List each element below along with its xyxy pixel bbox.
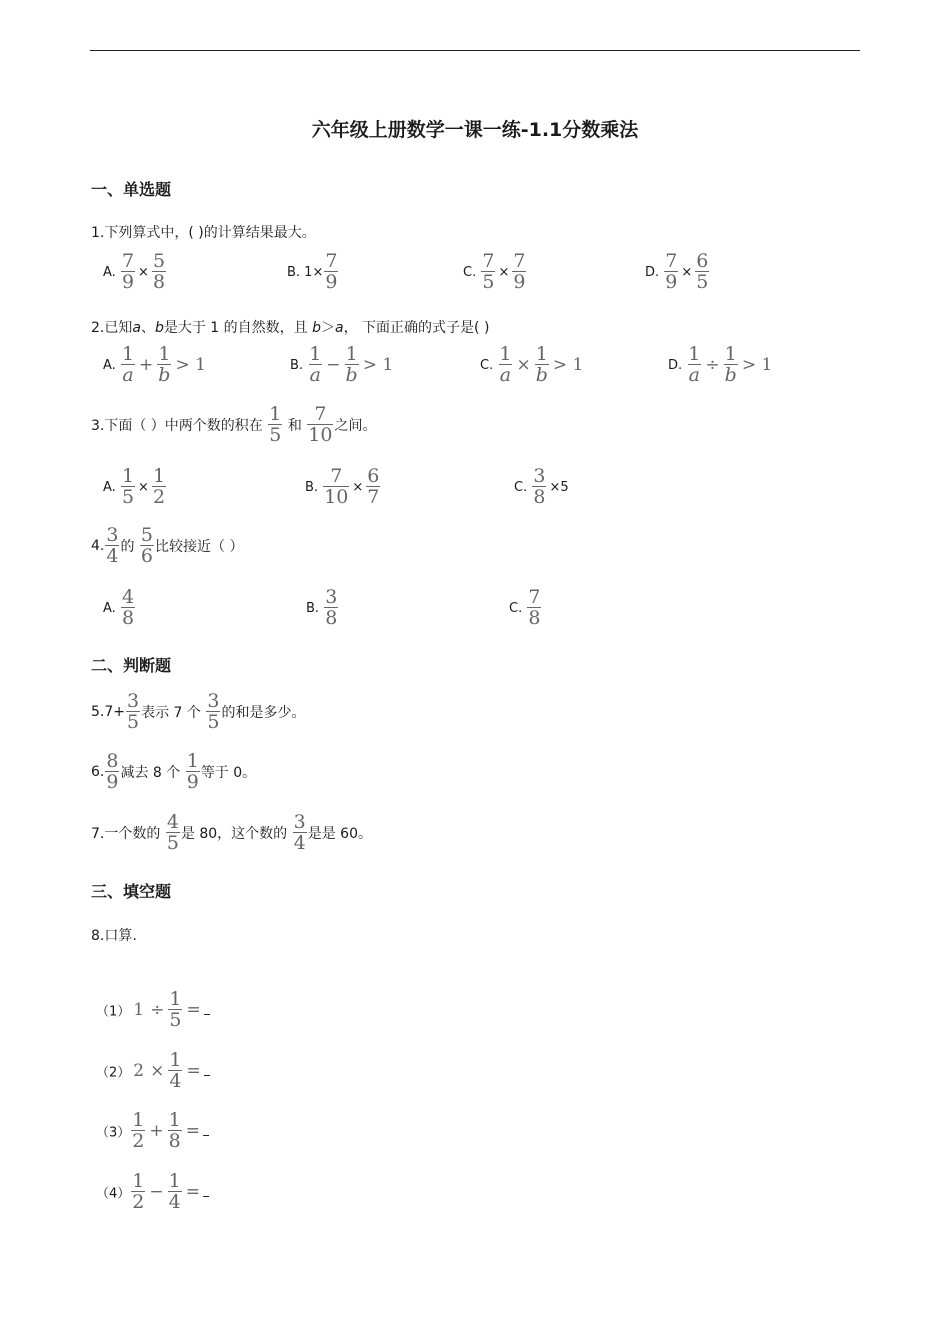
text-run: 减去 8 个 [120, 765, 181, 781]
fraction-numerator: 5 [140, 524, 153, 546]
math-operator: = [186, 1000, 201, 1020]
fraction-denominator: 5 [166, 832, 179, 854]
fraction [687, 345, 701, 385]
fraction-denominator: a [688, 364, 700, 386]
fraction-numerator: 1 [499, 343, 512, 365]
fraction-denominator: 2 [152, 486, 166, 508]
fraction-denominator: 8 [168, 1130, 181, 1152]
fraction-numerator: 8 [106, 750, 119, 772]
fraction [268, 405, 282, 445]
fraction-numerator: 3 [207, 690, 220, 712]
fraction-numerator: 7 [325, 250, 338, 272]
fraction-numerator: 1 [158, 343, 171, 365]
fraction-denominator: 9 [665, 271, 678, 293]
fraction-denominator: 4 [293, 832, 306, 854]
math-operator: > 1 [552, 355, 584, 375]
text-run: （3） [96, 1125, 131, 1141]
fraction [186, 752, 200, 792]
text-run: （2） [96, 1065, 131, 1081]
fraction-denominator: 9 [121, 271, 135, 293]
fraction-denominator: b [345, 364, 358, 386]
fraction-numerator: 1 [132, 1170, 145, 1192]
fraction [152, 252, 166, 292]
math-operator: − [326, 355, 341, 375]
fraction [140, 526, 154, 566]
text-run: 4. [91, 538, 105, 554]
fraction-denominator: 10 [324, 486, 349, 508]
section-heading-single-choice: 一、单选题 [91, 180, 172, 199]
fraction [157, 345, 171, 385]
fraction-numerator: 1 [168, 1170, 181, 1192]
fraction-denominator: 2 [132, 1191, 145, 1213]
fraction-numerator: 7 [665, 250, 678, 272]
fraction [481, 252, 495, 292]
math-operator: × [681, 264, 693, 280]
question-1-stem: 1.下列算式中，( )的计算结果最大。 [91, 225, 316, 241]
fraction-denominator: b [535, 364, 548, 386]
question-1-option-a[interactable] [103, 252, 167, 292]
section-heading-true-false: 二、判断题 [91, 656, 172, 675]
fraction-denominator: 9 [186, 771, 199, 793]
text-run: 3.下面（ ）中两个数的积在 [91, 418, 263, 434]
text-run: 是是 60。 [307, 826, 372, 842]
question-2-stem: 2.已知a、b是大于 1 的自然数，且 b＞a， 下面正确的式子是( ) [91, 320, 490, 336]
fraction [206, 692, 220, 732]
fraction-numerator: 1 [169, 1049, 182, 1071]
math-operator: > 1 [175, 355, 206, 375]
answer-blank[interactable] [203, 1188, 209, 1197]
fraction-numerator: 6 [696, 250, 709, 272]
question-3-option-a[interactable] [103, 467, 167, 507]
question-6 [91, 752, 256, 792]
option-label: A. [103, 264, 116, 280]
text-run: 和 [287, 418, 302, 434]
fraction-numerator: 4 [166, 811, 179, 833]
question-2-option-d[interactable] [668, 345, 775, 385]
fraction-denominator: 4 [169, 1070, 182, 1092]
option-label: D. [645, 264, 660, 280]
fraction-numerator: 7 [513, 250, 526, 272]
fraction [105, 526, 119, 566]
fraction-numerator: 1 [269, 403, 282, 425]
math-operator: × [138, 479, 149, 495]
fraction-numerator: 7 [330, 465, 343, 487]
fraction-numerator: 1 [535, 343, 548, 365]
fraction [512, 252, 526, 292]
math-operator: = [185, 1121, 200, 1141]
math-operator: × [498, 264, 510, 280]
text-run: （4） [96, 1186, 131, 1202]
math-operator: ÷ [150, 1000, 165, 1020]
option-label: C. [480, 357, 494, 373]
option-label: B. [306, 600, 320, 616]
answer-blank[interactable] [204, 1067, 210, 1076]
question-1-option-d[interactable] [645, 252, 710, 292]
option-label: C. [463, 264, 477, 280]
math-operator: 2 [133, 1061, 145, 1081]
fraction-denominator: 5 [696, 271, 709, 293]
fraction [345, 345, 359, 385]
fraction [293, 813, 307, 853]
fraction [307, 405, 333, 445]
question-7 [91, 813, 372, 853]
fraction [168, 1172, 182, 1212]
math-operator: × [352, 479, 364, 495]
fraction [126, 692, 140, 732]
page-title: 六年级上册数学一课一练-1.1分数乘法 [311, 119, 639, 141]
fraction-denominator: 4 [168, 1191, 181, 1213]
text-run: 的 [120, 539, 135, 555]
question-8-item-3 [96, 1111, 209, 1151]
math-operator: × [138, 264, 149, 280]
fraction-numerator: 1 [169, 988, 182, 1010]
math-operator: ×5 [549, 479, 569, 495]
question-1-option-b[interactable] [287, 252, 339, 292]
option-label: A. [103, 600, 116, 616]
fraction-numerator: 6 [367, 465, 380, 487]
math-operator: ÷ [705, 355, 720, 375]
fraction [323, 467, 349, 507]
math-operator: = [186, 1061, 201, 1081]
question-8-item-1 [96, 990, 210, 1030]
fraction [527, 588, 541, 628]
option-label: C. [514, 479, 528, 495]
option-label: B. [305, 479, 319, 495]
fraction [168, 1111, 182, 1151]
header-rule [90, 50, 860, 51]
math-operator: > 1 [362, 355, 394, 375]
option-label: A. [103, 479, 116, 495]
fraction-denominator: b [158, 364, 171, 386]
fraction-numerator: 7 [314, 403, 327, 425]
fraction-numerator: 1 [724, 343, 737, 365]
option-label: D. [668, 357, 683, 373]
math-operator: = [185, 1182, 200, 1202]
fraction-numerator: 3 [325, 586, 338, 608]
fraction-denominator: 8 [533, 486, 546, 508]
math-operator: > 1 [741, 355, 773, 375]
question-4-stem [91, 526, 243, 566]
fraction-numerator: 1 [168, 1109, 181, 1131]
fraction-denominator: 5 [127, 711, 140, 733]
fraction [121, 252, 135, 292]
fraction-numerator: 1 [345, 343, 358, 365]
fraction-denominator: 2 [132, 1130, 145, 1152]
text-run: （1） [96, 1004, 131, 1020]
fraction-numerator: 3 [106, 524, 119, 546]
fraction-numerator: 1 [132, 1109, 145, 1131]
math-operator: × [516, 355, 531, 375]
text-run: 等于 0。 [200, 765, 257, 781]
question-3-option-b[interactable] [305, 467, 381, 507]
section-heading-fill-in: 三、填空题 [91, 882, 172, 901]
text-run: 是 80，这个数的 [180, 826, 288, 842]
fraction-numerator: 1 [152, 465, 166, 487]
fraction [366, 467, 380, 507]
fraction-numerator: 1 [688, 343, 701, 365]
fraction [105, 752, 119, 792]
text-run: 5.7+ [91, 704, 125, 720]
question-4-option-b[interactable] [306, 588, 339, 628]
answer-blank[interactable] [204, 1006, 210, 1015]
fraction-numerator: 1 [309, 343, 322, 365]
fraction [498, 345, 512, 385]
fraction [168, 1051, 182, 1091]
text-run: 6. [91, 764, 105, 780]
fraction-denominator: 5 [121, 486, 135, 508]
fraction-denominator: a [122, 364, 134, 386]
math-operator: 1 [133, 1000, 145, 1020]
fraction-numerator: 7 [528, 586, 541, 608]
option-label: B. 1× [287, 264, 324, 280]
text-run: 之间。 [334, 418, 377, 434]
fraction-numerator: 3 [533, 465, 546, 487]
fraction-denominator: 5 [269, 424, 282, 446]
fraction [168, 990, 182, 1030]
text-run: 比较接近（ ） [155, 539, 244, 555]
option-label: A. [103, 357, 116, 373]
fraction [695, 252, 709, 292]
option-label: B. [290, 357, 304, 373]
fraction [535, 345, 549, 385]
fraction-denominator: 5 [482, 271, 495, 293]
question-2-option-c[interactable] [480, 345, 586, 385]
question-4-option-c[interactable] [509, 588, 542, 628]
fraction [532, 467, 546, 507]
fraction-denominator: 9 [325, 271, 338, 293]
text-run: 7.一个数的 [91, 826, 161, 842]
fraction-denominator: a [499, 364, 512, 386]
fraction-denominator: 6 [140, 545, 153, 567]
fraction-numerator: 7 [482, 250, 495, 272]
text-run: 表示 7 个 [141, 705, 201, 721]
fraction [131, 1111, 145, 1151]
fraction-denominator: 8 [325, 607, 338, 629]
fraction-numerator: 1 [121, 343, 135, 365]
fraction-denominator: 7 [367, 486, 380, 508]
fraction-denominator: 4 [106, 545, 119, 567]
fraction [131, 1172, 145, 1212]
fraction-denominator: 8 [528, 607, 541, 629]
question-4-option-a[interactable] [103, 588, 136, 628]
question-2-option-a[interactable] [103, 345, 209, 385]
fraction-denominator: 9 [513, 271, 526, 293]
fraction [664, 252, 678, 292]
question-3-stem [91, 405, 376, 445]
math-operator: + [139, 355, 154, 375]
fraction-denominator: 5 [207, 711, 220, 733]
fraction-denominator: a [309, 364, 321, 386]
math-operator: × [150, 1061, 165, 1081]
question-1-option-c[interactable] [463, 252, 527, 292]
fraction-denominator: 8 [152, 271, 166, 293]
fraction-numerator: 1 [186, 750, 199, 772]
answer-blank[interactable] [203, 1127, 209, 1136]
question-8-item-4 [96, 1172, 209, 1212]
fraction-numerator: 4 [121, 586, 135, 608]
fraction-denominator: b [724, 364, 737, 386]
question-2-option-b[interactable] [290, 345, 396, 385]
fraction-numerator: 3 [293, 811, 306, 833]
fraction [724, 345, 738, 385]
fraction [121, 588, 135, 628]
fraction [324, 588, 338, 628]
fraction [308, 345, 322, 385]
fraction-denominator: 5 [169, 1009, 182, 1031]
fraction [121, 345, 135, 385]
question-8-item-2 [96, 1051, 210, 1091]
question-3-option-c[interactable] [514, 467, 571, 507]
fraction [152, 467, 166, 507]
text-run: 的和是多少。 [221, 705, 306, 721]
fraction-numerator: 1 [121, 465, 135, 487]
fraction-denominator: 9 [106, 771, 119, 793]
math-operator: − [149, 1182, 164, 1202]
fraction-numerator: 5 [152, 250, 166, 272]
fraction-denominator: 10 [308, 424, 333, 446]
fraction [324, 252, 338, 292]
question-8-stem: 8.口算. [91, 928, 137, 944]
fraction [121, 467, 135, 507]
fraction [166, 813, 180, 853]
math-operator: + [149, 1121, 164, 1141]
option-label: C. [509, 600, 523, 616]
question-5 [91, 692, 305, 732]
fraction-denominator: 8 [121, 607, 135, 629]
fraction-numerator: 7 [121, 250, 135, 272]
fraction-numerator: 3 [127, 690, 140, 712]
